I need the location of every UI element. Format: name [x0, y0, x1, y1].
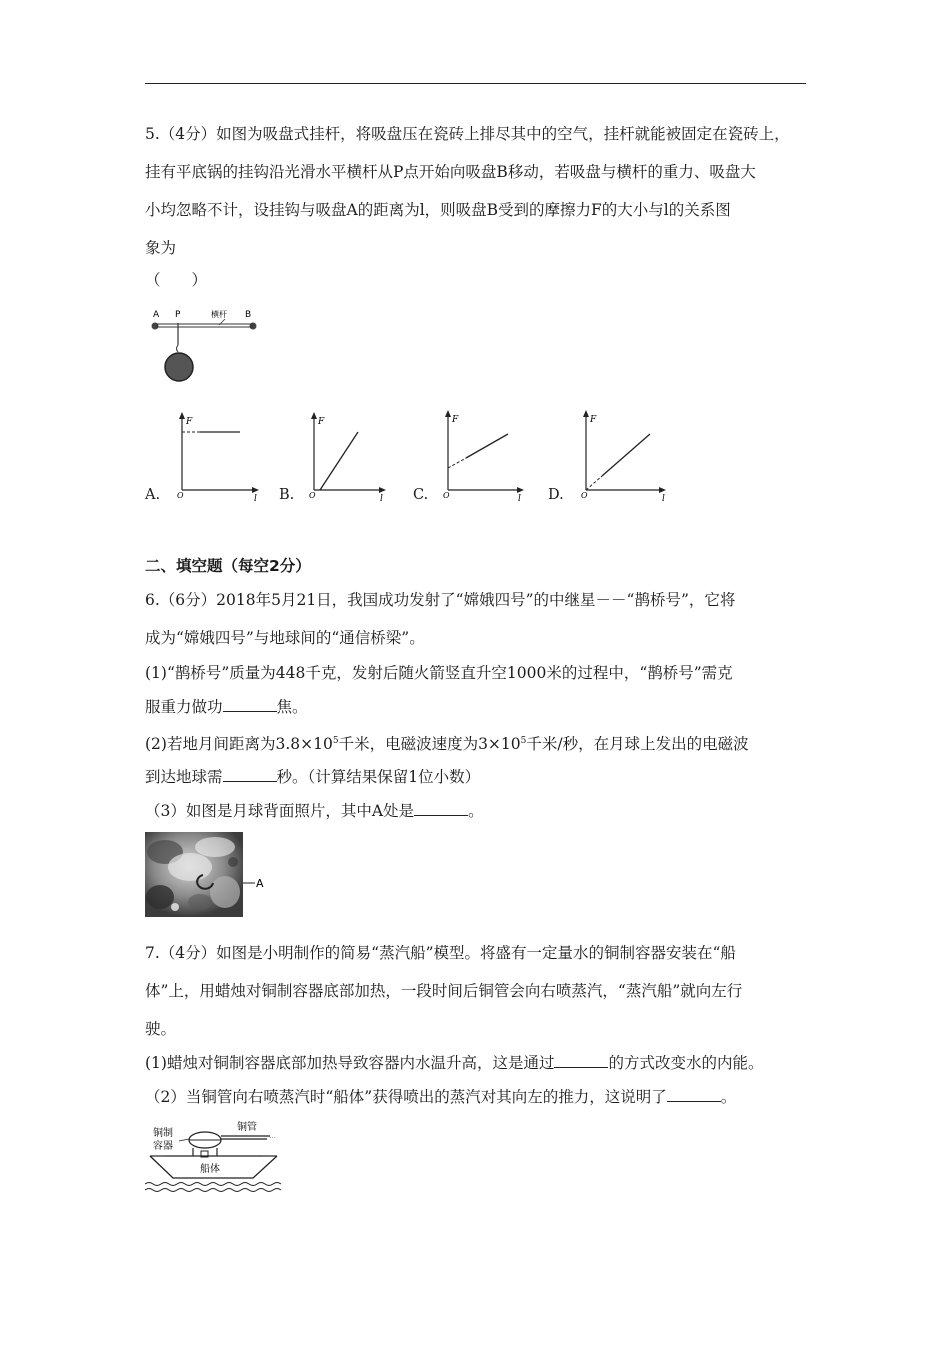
- origin: O: [177, 491, 184, 500]
- q6-part1-pre: 服重力做功: [145, 698, 223, 716]
- q5-line-2: 挂有平底锅的挂钩沿光滑水平横杆从P点开始向吸盘B移动，若吸盘与横杆的重力、吸盘大: [145, 163, 756, 181]
- axis-f: F: [590, 415, 597, 425]
- origin: O: [581, 491, 588, 500]
- svg-text:⋯: ⋯: [269, 1134, 276, 1142]
- label-container-1: 铜制: [153, 1128, 173, 1139]
- q6-part2-text-a: (2)若地月间距离为3.8×10: [145, 735, 333, 754]
- q7-line-2: 体”上，用蜡烛对铜制容器底部加热，一段时间后铜管会向右喷蒸汽，“蒸汽船”就向左行: [145, 982, 743, 1000]
- axis-f: F: [318, 417, 325, 427]
- q7-blank-1[interactable]: [554, 1053, 608, 1068]
- axis-l: l: [518, 494, 521, 502]
- q6-part2-pre: 到达地球需: [145, 768, 223, 786]
- option-c-label: C.: [413, 487, 429, 503]
- label-hull: 船体: [200, 1164, 220, 1175]
- q7-part1-post: 的方式改变水的内能。: [608, 1054, 764, 1072]
- exponent-1: 5: [332, 736, 339, 746]
- label-a: A: [153, 310, 160, 320]
- axis-l: l: [380, 494, 383, 502]
- label-container-2: 容器: [153, 1141, 173, 1152]
- q6-line-1: 6.（6分）2018年5月21日，我国成功发射了“嫦娥四号”的中继星－－“鹊桥号”，它将: [145, 591, 736, 609]
- graph-option-c[interactable]: [436, 408, 530, 502]
- q7-line-1: 7.（4分）如图是小明制作的简易“蒸汽船”模型。将盛有一定量水的铜制容器安装在“船: [145, 944, 736, 962]
- hanger-figure: [145, 305, 265, 385]
- q7-part1-pre: (1)蜡烛对铜制容器底部加热导致容器内水温升高，这是通过: [145, 1054, 555, 1072]
- q6-part2-line-1: [145, 731, 749, 754]
- q6-blank-3[interactable]: [414, 801, 468, 816]
- q6-part3-line: [145, 801, 484, 821]
- q7-line-3: 驶。: [145, 1020, 177, 1038]
- label-p: P: [175, 310, 181, 320]
- q5-line-4: 象为: [145, 239, 177, 257]
- q6-part1-line-2: [145, 697, 308, 717]
- graph-option-a[interactable]: [170, 410, 265, 502]
- steam-boat-figure: [145, 1118, 285, 1198]
- origin: O: [443, 491, 450, 500]
- q7-part1-line: [145, 1053, 763, 1073]
- label-rod: 横杆: [211, 310, 227, 319]
- axis-l: l: [662, 494, 665, 502]
- axis-f: F: [452, 415, 459, 425]
- q5-answer-paren: （ ）: [145, 271, 208, 289]
- option-d-label: D.: [548, 487, 564, 503]
- q6-part1-post: 焦。: [276, 698, 308, 716]
- q6-part1-line-1: (1)“鹊桥号”质量为448千克，发射后随火箭竖直升空1000米的过程中，“鹊桥号”需克: [145, 664, 733, 682]
- q7-part2-line: [145, 1087, 736, 1107]
- q6-part2-text-b: 千米，电磁波速度为3×10: [338, 735, 521, 754]
- header-rule: [145, 83, 806, 84]
- q5-line-3: 小均忽略不计，设挂钩与吸盘A的距离为l，则吸盘B受到的摩擦力F的大小与l的关系图: [145, 201, 731, 219]
- q6-part3-pre: （3）如图是月球背面照片，其中A处是: [145, 802, 415, 820]
- graph-option-d[interactable]: [574, 408, 674, 502]
- q6-part2-text-c: 千米/秒，在月球上发出的电磁波: [526, 735, 749, 754]
- q6-blank-1[interactable]: [223, 697, 277, 712]
- q7-blank-2[interactable]: [667, 1087, 721, 1102]
- q6-part2-post: 秒。（计算结果保留1位小数）: [276, 768, 481, 786]
- moon-photo: [145, 832, 270, 917]
- q6-part2-line-2: [145, 767, 480, 787]
- q6-blank-2[interactable]: [223, 767, 277, 782]
- axis-f: F: [186, 417, 193, 427]
- graph-option-b[interactable]: [302, 410, 392, 502]
- axis-l: l: [254, 494, 257, 502]
- option-a-label: A.: [145, 487, 161, 503]
- label-b: B: [245, 310, 252, 320]
- section-2-heading: 二、填空题（每空2分）: [145, 557, 311, 575]
- q7-part2-post: 。: [720, 1088, 737, 1106]
- option-b-label: B.: [279, 487, 295, 503]
- q6-line-2: 成为“嫦娥四号”与地球间的“通信桥梁”。: [145, 629, 425, 647]
- q6-part3-post: 。: [468, 802, 484, 820]
- exponent-2: 5: [520, 736, 527, 746]
- q5-line-1: 5.（4分）如图为吸盘式挂杆，将吸盘压在瓷砖上排尽其中的空气，挂杆就能被固定在瓷砖上，: [145, 125, 790, 143]
- photo-label-a: A: [256, 877, 264, 890]
- q7-part2-pre: （2）当铜管向右喷蒸汽时“船体”获得喷出的蒸汽对其向左的推力，这说明了: [145, 1088, 667, 1106]
- origin: O: [309, 491, 316, 500]
- label-pipe: 铜管: [237, 1122, 257, 1133]
